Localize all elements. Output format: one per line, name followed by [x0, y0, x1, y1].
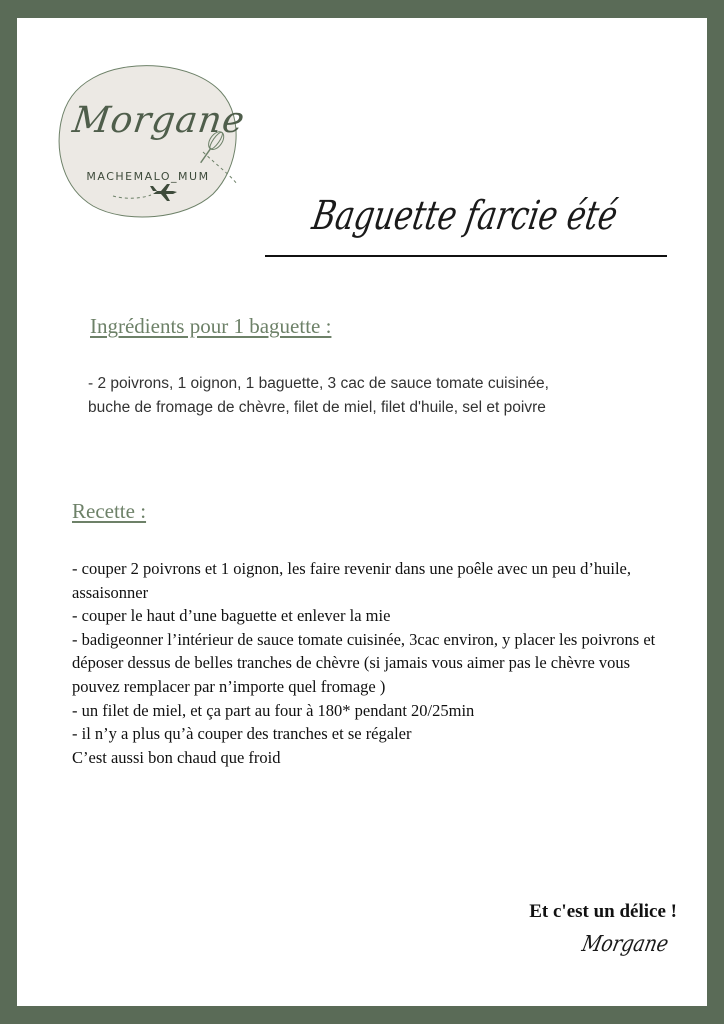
- brand-logo: [53, 56, 248, 226]
- logo-handle: MACHEMALO_MUM: [86, 170, 210, 183]
- recipe-title: Baguette farcie été: [308, 193, 621, 239]
- title-underline: [265, 255, 667, 257]
- recipe-card: [17, 18, 707, 1006]
- recipe-step: C’est aussi bon chaud que froid: [72, 747, 281, 767]
- recipe-steps: [72, 557, 672, 769]
- logo-blob-shape: [53, 56, 248, 226]
- signature: Morgane: [579, 932, 671, 957]
- recipe-step: - badigeonner l’intérieur de sauce tomate cuisinée, 3cac environ, y placer les poivrons et déposer dessus de belles tranches de chèvre (si jamais vous aimer pas le chèvre vous pouvez remplacer par n’importe quel fromage ): [72, 629, 656, 696]
- logo-name: Morgane: [70, 100, 248, 141]
- recipe-heading: Recette :: [72, 499, 147, 523]
- recipe-step: - couper 2 poivrons et 1 oignon, les faire revenir dans une poêle avec un peu d’huile, assaisonner: [72, 559, 631, 602]
- closing-line: Et c'est un délice !: [529, 901, 677, 922]
- recipe-step: - un filet de miel, et ça part au four à 180* pendant 20/25min: [72, 700, 475, 720]
- ingredients-list: - 2 poivrons, 1 oignon, 1 baguette, 3 cac de sauce tomate cuisinée, buche de fromage de chèvre, filet de miel, filet d'huile, sel et poivre: [88, 375, 549, 416]
- ingredients-heading: Ingrédients pour 1 baguette :: [90, 314, 332, 338]
- recipe-step: - couper le haut d’une baguette et enlever la mie: [72, 606, 391, 626]
- recipe-step: - il n’y a plus qu’à couper des tranches et se régaler: [72, 724, 412, 744]
